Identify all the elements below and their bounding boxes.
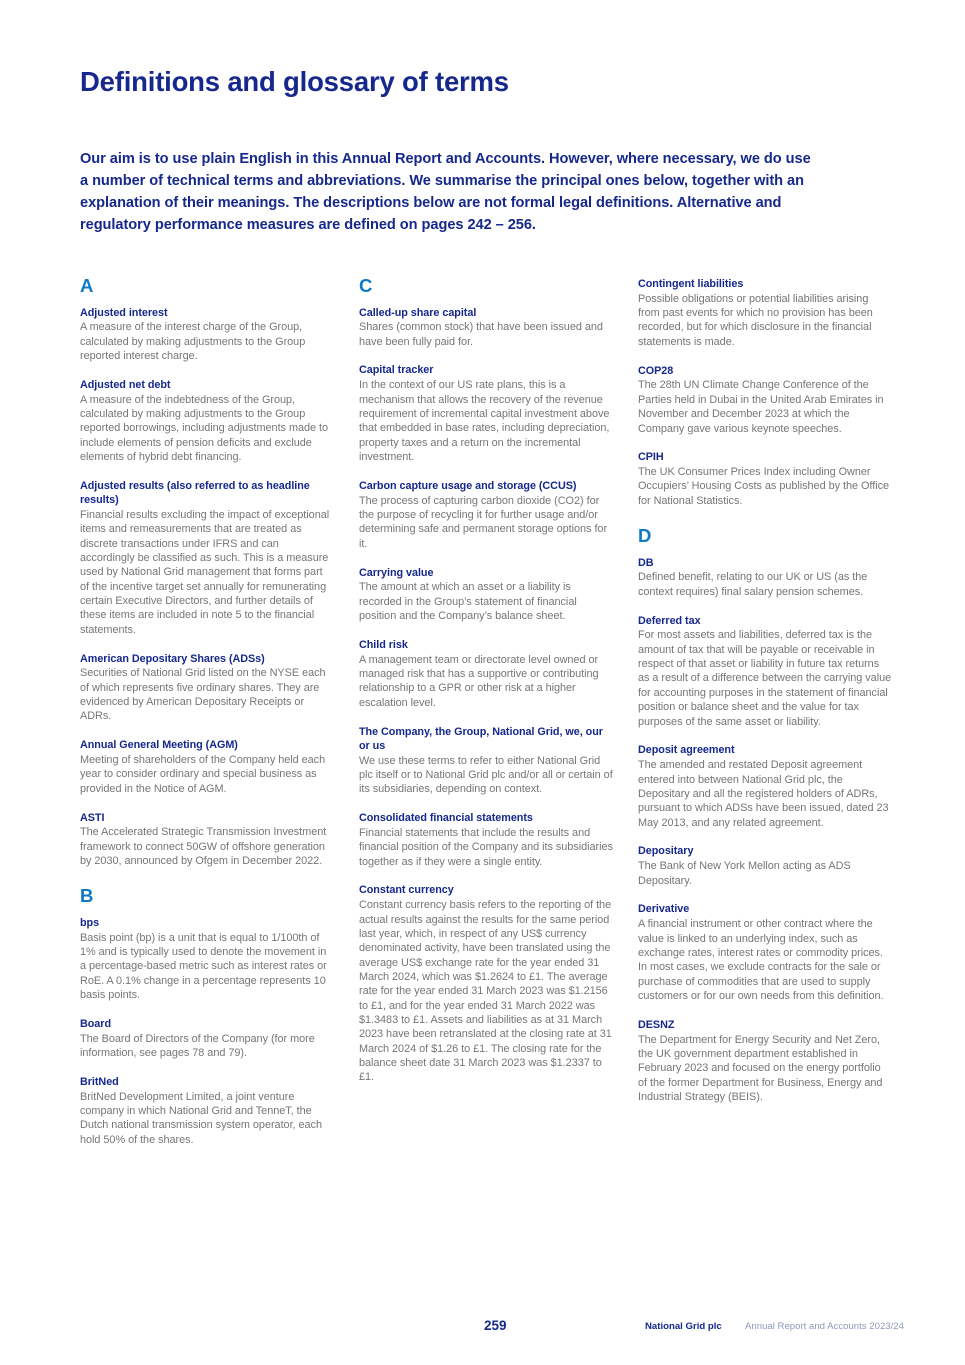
glossary-term: Carbon capture usage and storage (CCUS) bbox=[359, 479, 577, 492]
glossary-entry bbox=[638, 364, 892, 436]
glossary-definition: In the context of our US rate plans, this is a mechanism that allows the recovery of the revenue requirement of incremental capital investment above that embedded in base rates, including depreciation, property taxes and a return on the incremental investment. bbox=[359, 379, 610, 463]
glossary-entry bbox=[80, 1017, 334, 1060]
glossary-definition: The 28th UN Climate Change Conference of the Parties held in Dubai in the United Arab Emirates in November and December 2023 at which the Company gave various keynote speeches. bbox=[638, 379, 884, 435]
glossary-term: CPIH bbox=[638, 451, 664, 464]
glossary-definition: A measure of the interest charge of the Group, calculated by making adjustments to the Group reported interest charge. bbox=[80, 321, 306, 362]
glossary-term: Depositary bbox=[638, 845, 694, 858]
page-number: 259 bbox=[484, 1318, 507, 1333]
glossary-entry bbox=[638, 450, 892, 508]
footer-company-name: National Grid plc bbox=[645, 1321, 722, 1332]
glossary-definition: We use these terms to refer to either National Grid plc itself or to National Grid plc and/or all or certain of its subsidiaries, depending on context. bbox=[359, 754, 613, 796]
glossary-entry bbox=[638, 844, 892, 887]
page-title: Definitions and glossary of terms bbox=[80, 66, 509, 98]
glossary-term: Adjusted results (also referred to as headline results) bbox=[80, 479, 310, 507]
glossary-definition: The amended and restated Deposit agreement entered into between National Grid plc, the Depositary and all the registered holders of ADRs, pursuant to which ADSs have been issued, dated 23 May 2013, and any related agreement. bbox=[638, 759, 889, 829]
glossary-column-2 bbox=[359, 277, 613, 1147]
glossary-term: Child risk bbox=[359, 638, 408, 651]
glossary-term: The Company, the Group, National Grid, we, our or us bbox=[359, 725, 603, 752]
glossary-definition: Meeting of shareholders of the Company held each year to consider ordinary and special business as provided in the Notice of AGM. bbox=[80, 754, 326, 795]
intro-paragraph: Our aim is to use plain English in this Annual Report and Accounts. However, where necessary, we do use a number of technical terms and abbreviations. We summarise the principal ones below, together with an explanation of their meanings. The descriptions below are not formal legal definitions. Alternative and regulatory performance measures are defined on pages 242 – 256. bbox=[80, 150, 811, 234]
glossary-column-1 bbox=[80, 277, 334, 1147]
glossary-definition: The process of capturing carbon dioxide (CO2) for the purpose of recycling it for further usage and/or determining safe and permanent storage options for it. bbox=[359, 494, 608, 550]
glossary-entry bbox=[80, 738, 334, 796]
glossary-definition: The Accelerated Strategic Transmission Investment framework to connect 50GW of offshore generation by 2030, announced by Ofgem in December 2022. bbox=[80, 826, 327, 868]
footer-report-title: Annual Report and Accounts 2023/24 bbox=[745, 1321, 904, 1332]
glossary-term: Adjusted interest bbox=[80, 306, 168, 319]
glossary-term: Derivative bbox=[638, 903, 690, 916]
glossary-entry bbox=[359, 363, 613, 464]
glossary-entry bbox=[359, 883, 613, 1084]
glossary-definition: A measure of the indebtedness of the Group, calculated by making adjustments to the Group reported borrowings, including adjustments made to include elements of pension deficits and exclude elements of hybrid debt financing. bbox=[80, 393, 329, 463]
glossary-term: BritNed bbox=[80, 1075, 119, 1088]
glossary-term: Board bbox=[80, 1017, 111, 1030]
glossary-definition: The Department for Energy Security and Net Zero, the UK government department established in February 2023 and focused on the energy portfolio of the former Department for Business, Energy and Industrial Strategy (BEIS). bbox=[638, 1033, 883, 1103]
glossary-definition: Possible obligations or potential liabilities arising from past events for which no provision has been recorded, but for which disclosure in the financial statements is made. bbox=[638, 292, 873, 348]
glossary-entry bbox=[80, 378, 334, 465]
glossary-definition: A financial instrument or other contract where the value is linked to an underlying index, such as exchange rates, interest rates or commodity prices. In most cases, we exclude contracts for the sale or purchase of commodities that are used to supply customers or for our own needs from this definition. bbox=[638, 918, 884, 1002]
glossary-term: COP28 bbox=[638, 364, 674, 377]
glossary-entry bbox=[359, 479, 613, 551]
letter-heading-a: A bbox=[80, 275, 94, 296]
glossary-definition: A management team or directorate level owned or managed risk that has a supportive or contributing relationship to a GPR or other risk at a higher escalation level. bbox=[359, 653, 599, 709]
glossary-term: Carrying value bbox=[359, 566, 434, 579]
glossary-entry bbox=[638, 1018, 892, 1105]
glossary-entry bbox=[638, 556, 892, 599]
glossary-term: American Depositary Shares (ADSs) bbox=[80, 652, 265, 665]
glossary-term: DB bbox=[638, 556, 654, 569]
glossary-entry bbox=[359, 566, 613, 624]
glossary-term: Deferred tax bbox=[638, 614, 701, 627]
glossary-term: Consolidated financial statements bbox=[359, 812, 533, 825]
glossary-term: bps bbox=[80, 916, 100, 929]
glossary-column-3 bbox=[638, 277, 892, 1147]
glossary-definition: Financial results excluding the impact of exceptional items and remeasurements that are treated as discrete transactions under IFRS and can accordingly be classified as such. This is a measure used by National Grid management that forms part of the incentive target set annually for remunerating certain Executive Directors, and further details of these items are included in note 5 to the financial statements. bbox=[80, 508, 330, 636]
glossary-term: Deposit agreement bbox=[638, 744, 735, 757]
glossary-definition: The Bank of New York Mellon acting as ADS Depositary. bbox=[638, 860, 851, 887]
glossary-entry bbox=[638, 902, 892, 1003]
glossary-definition: Shares (common stock) that have been issued and have been fully paid for. bbox=[359, 321, 603, 348]
glossary-definition: Constant currency basis refers to the reporting of the actual results against the results for the same period last year, which, in respect of any US$ currency denominated activity, have been translated using the average US$ exchange rate for the year ended 31 March 2024, which was $1.2624 to £1. The average rate for the year ended 31 March 2023 was $1.2156 to £1, and for the year ended 31 March 2022 was $1.3483 to £1. Assets and liabilities as at 31 March 2023 have been retranslated at the closing rate at 31 March 2024 of $1.26 to £1. The closing rate for the balance sheet date 31 March 2023 was $1.2337 to £1. bbox=[359, 899, 612, 1084]
glossary-definition: Securities of National Grid listed on the NYSE each of which represents five ordinary shares. They are evidenced by American Depositary Receipts or ADRs. bbox=[80, 667, 326, 723]
glossary-term: Adjusted net debt bbox=[80, 378, 171, 391]
glossary-definition: Financial statements that include the results and financial position of the Company and its subsidiaries together as if they were a single entity. bbox=[359, 826, 613, 868]
glossary-term: Annual General Meeting (AGM) bbox=[80, 739, 238, 752]
glossary-entry bbox=[638, 277, 892, 349]
letter-heading-b: B bbox=[80, 885, 94, 907]
glossary-entry bbox=[80, 652, 334, 724]
glossary-entry bbox=[80, 306, 334, 364]
glossary-entry bbox=[80, 479, 334, 637]
glossary-entry bbox=[638, 614, 892, 729]
glossary-definition: The amount at which an asset or a liability is recorded in the Group’s statement of financial position and the Company’s balance sheet. bbox=[359, 581, 577, 622]
glossary-entry bbox=[359, 725, 613, 797]
glossary-columns bbox=[80, 277, 892, 1147]
glossary-entry bbox=[638, 743, 892, 830]
glossary-definition: BritNed Development Limited, a joint venture company in which National Grid and TenneT, the Dutch national transmission system operator, each hold 50% of the shares. bbox=[80, 1090, 322, 1146]
glossary-entry bbox=[80, 916, 334, 1003]
letter-heading-c: C bbox=[359, 275, 373, 296]
glossary-entry bbox=[80, 1075, 334, 1147]
glossary-definition: Defined benefit, relating to our UK or US (as the context requires) final salary pension schemes. bbox=[638, 571, 868, 598]
glossary-definition: Basis point (bp) is a unit that is equal to 1/100th of 1% and is typically used to denote the movement in a percentage-based metric such as interest rates or RoE. A 0.1% change in a percentage represents 10 basis points. bbox=[80, 931, 327, 1002]
glossary-entry bbox=[359, 811, 613, 869]
glossary-definition: The Board of Directors of the Company (for more information, see pages 78 and 79). bbox=[80, 1032, 315, 1060]
page-footer bbox=[0, 1318, 965, 1338]
glossary-term: Constant currency bbox=[359, 884, 454, 897]
glossary-term: Capital tracker bbox=[359, 364, 434, 377]
glossary-definition: The UK Consumer Prices Index including Owner Occupiers’ Housing Costs as published by the Office for National Statistics. bbox=[638, 466, 889, 507]
glossary-term: DESNZ bbox=[638, 1018, 675, 1031]
glossary-definition: For most assets and liabilities, deferred tax is the amount of tax that will be payable or receivable in respect of that asset or liability in future tax returns as a result of a difference between the carrying value for accounting purposes in the statement of financial position or balance sheet and the value for tax purposes of the same asset or liability. bbox=[638, 629, 892, 728]
letter-heading-d: D bbox=[638, 525, 652, 547]
glossary-entry bbox=[359, 638, 613, 710]
glossary-entry bbox=[359, 306, 613, 349]
glossary-term: Called-up share capital bbox=[359, 306, 477, 319]
glossary-term: ASTI bbox=[80, 811, 105, 824]
glossary-term: Contingent liabilities bbox=[638, 278, 744, 290]
glossary-entry bbox=[80, 811, 334, 869]
